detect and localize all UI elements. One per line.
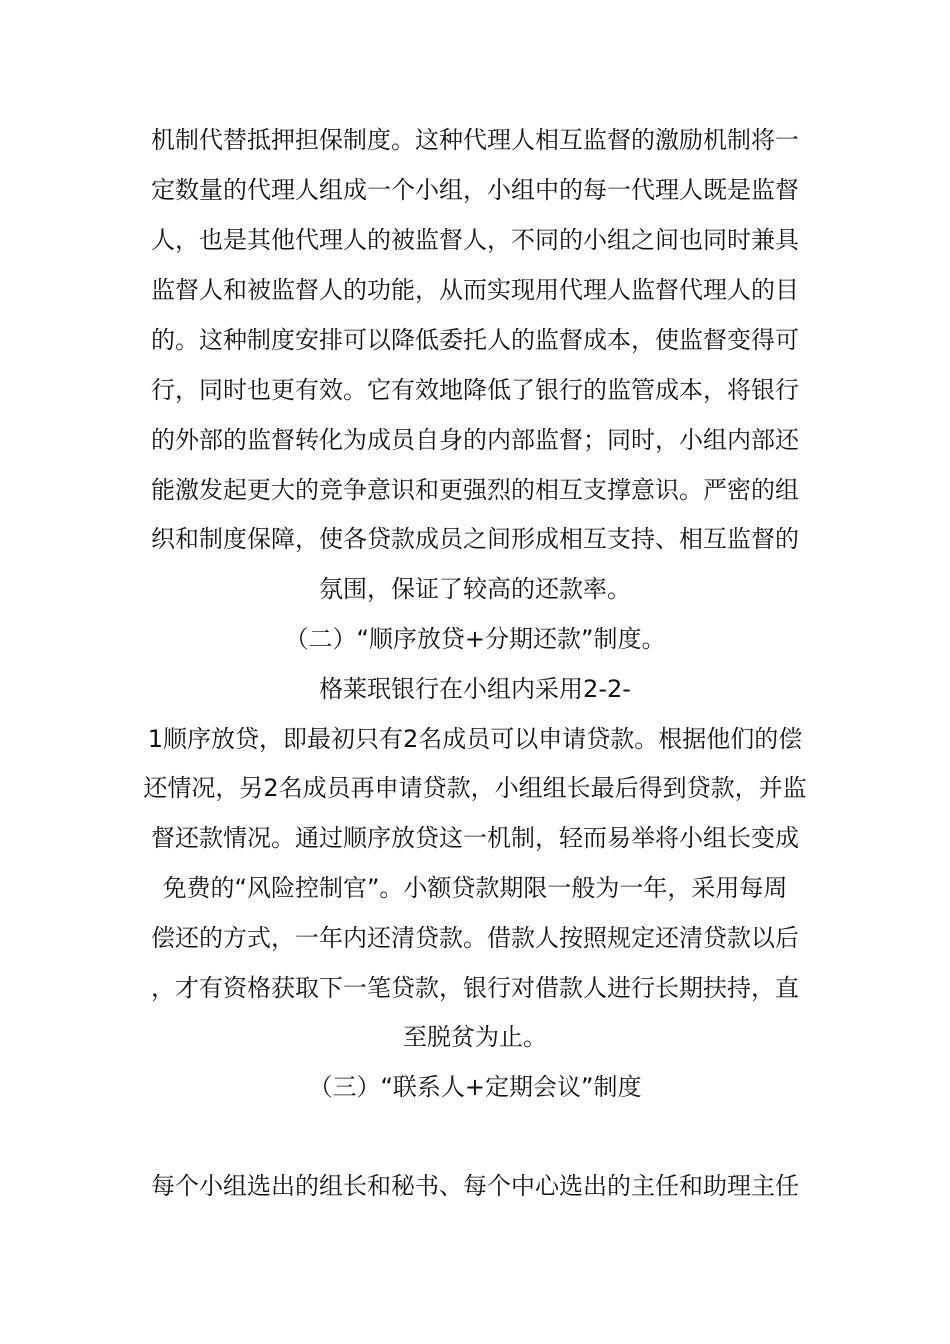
text-line: 还情况，另2名成员再申请贷款，小组组长最后得到贷款，并监 (143, 774, 807, 802)
text-line: 行，同时也更有效。它有效地降低了银行的监管成本，将银行 (151, 376, 799, 404)
text-line: 氛围，保证了较高的还款率。 (319, 575, 631, 603)
text-line: 督还款情况。通过顺序放贷这一机制，轻而易举将小组长变成 (151, 824, 799, 852)
text-line: 能激发起更大的竞争意识和更强烈的相互支撑意识。严密的组 (151, 476, 799, 504)
text-line: 1顺序放贷，即最初只有2名成员可以申请贷款。根据他们的偿 (147, 725, 803, 753)
text-line: 监督人和被监督人的功能，从而实现用代理人监督代理人的目 (151, 276, 799, 304)
section-heading: （二）“顺序放贷+分期还款”制度。 (284, 625, 666, 653)
text-line: 格莱珉银行在小组内采用2-2- (319, 675, 631, 703)
text-line: 定数量的代理人组成一个小组，小组中的每一代理人既是监督 (151, 176, 799, 204)
text-line: 机制代替抵押担保制度。这种代理人相互监督的激励机制将一 (151, 126, 799, 154)
text-line: 至脱贫为止。 (403, 1023, 547, 1051)
text-line: 的。这种制度安排可以降低委托人的监督成本，使监督变得可 (151, 326, 799, 354)
text-line: 的外部的监督转化为成员自身的内部监督；同时，小组内部还 (151, 426, 799, 454)
text-line: 偿还的方式，一年内还清贷款。借款人按照规定还清贷款以后 (151, 924, 799, 952)
text-line: ，才有资格获取下一笔贷款，银行对借款人进行长期扶持，直 (151, 974, 799, 1002)
text-line: 每个小组选出的组长和秘书、每个中心选出的主任和助理主任 (151, 1172, 799, 1200)
text-line: 织和制度保障，使各贷款成员之间形成相互支持、相互监督的 (151, 525, 799, 553)
text-line: 免费的“风险控制官”。小额贷款期限一般为一年，采用每周 (162, 874, 788, 902)
section-heading: （三）“联系人+定期会议”制度 (308, 1073, 642, 1101)
text-line: 人，也是其他代理人的被监督人，不同的小组之间也同时兼具 (151, 226, 799, 254)
